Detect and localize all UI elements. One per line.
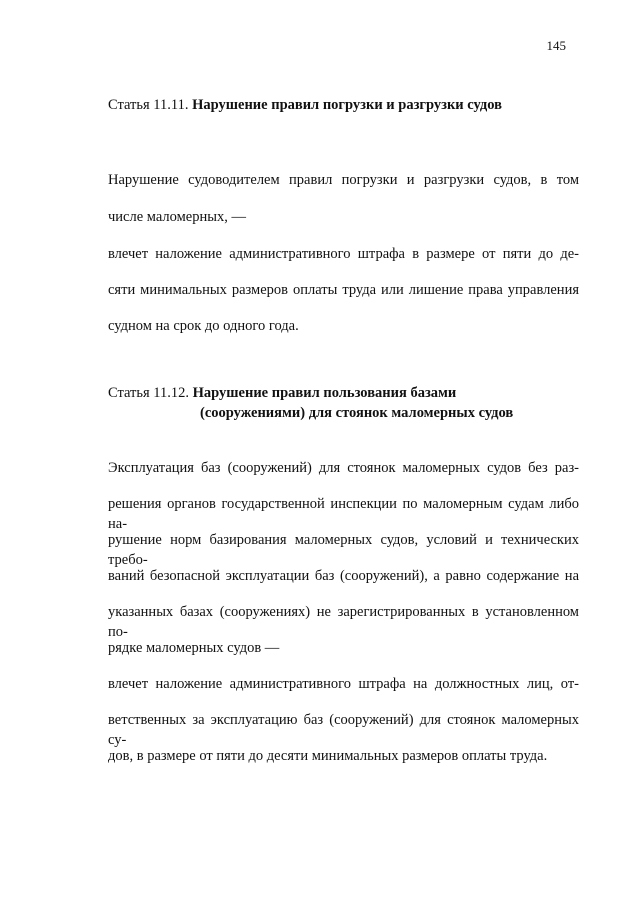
article-11-12-line-2: решения органов государственной инспекции по маломерным судам либо на- <box>108 496 579 532</box>
article-11-11-label: Статья 11.11. <box>108 97 189 113</box>
article-11-12-line-1: Эксплуатация баз (сооружений) для стоянок маломерных судов без раз- <box>108 460 579 476</box>
article-11-11-line-1: Нарушение судоводителем правил погрузки и разгрузки судов, в том <box>108 172 579 188</box>
article-11-11-line-4: сяти минимальных размеров оплаты труда или лишение права управления <box>108 282 579 298</box>
article-11-12-title: Нарушение правил пользования базами <box>192 385 457 401</box>
article-11-12-line-3: рушение норм базирования маломерных судов, условий и технических требо- <box>108 532 579 568</box>
article-11-12-line-5: указанных базах (сооружениях) не зарегистрированных в установленном по- <box>108 604 579 640</box>
article-11-11-heading <box>108 95 502 115</box>
article-11-11-line-3: влечет наложение административного штрафа в размере от пяти до де- <box>108 246 579 262</box>
article-11-12-line-9: дов, в размере от пяти до десяти минимальных размеров оплаты труда. <box>108 748 548 764</box>
article-11-12-line-6: рядке маломерных судов — <box>108 640 280 656</box>
article-11-12-line-4: ваний безопасной эксплуатации баз (сооружений), а равно содержание на <box>108 568 579 584</box>
article-11-12-line-8: ветственных за эксплуатацию баз (сооружений) для стоянок маломерных су- <box>108 712 579 748</box>
article-11-11-title: Нарушение правил погрузки и разгрузки судов <box>192 97 502 113</box>
page-number: 145 <box>546 38 566 53</box>
article-11-12-heading <box>108 383 513 423</box>
article-11-12-line-7: влечет наложение административного штрафа на должностных лиц, от- <box>108 676 579 692</box>
article-11-11-line-5: судном на срок до одного года. <box>108 318 299 334</box>
article-11-11-line-2: числе маломерных, — <box>108 209 246 225</box>
article-11-12-title-continued: (сооружениями) для стоянок маломерных судов <box>200 405 514 421</box>
article-11-12-label: Статья 11.12. <box>108 385 190 401</box>
